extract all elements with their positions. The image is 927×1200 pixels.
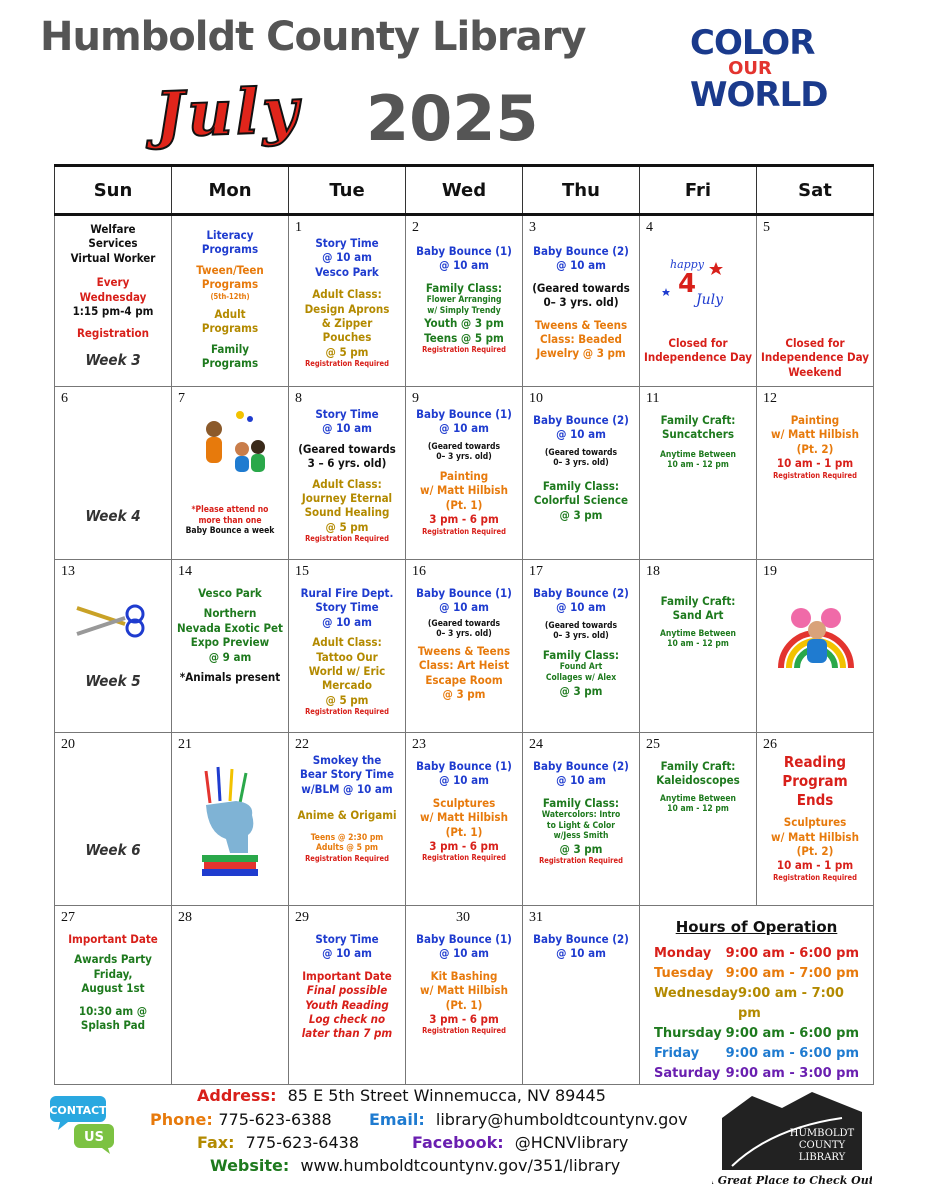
day-cell: 6 Week 4 xyxy=(55,387,172,560)
day-cell: 25 Family Craft: Kaleidoscopes Anytime Between 10 am - 12 pm xyxy=(640,733,757,906)
day-cell: 1 Story Time @ 10 am Vesco Park Adult Class: Design Aprons & Zipper Pouches @ 5 pm Registration Required xyxy=(289,215,406,387)
hours-title: Hours of Operation xyxy=(675,918,838,936)
day-cell: Welfare Services Virtual Worker Every Wednesday 1:15 pm-4 pm Registration Week 3 xyxy=(55,215,172,387)
address-line: Address: 85 E 5th Street Winnemucca, NV 89445 xyxy=(197,1086,606,1105)
svg-text:COUNTY: COUNTY xyxy=(798,1140,846,1151)
hours-row xyxy=(640,1044,873,1064)
day-cell: 3 Baby Bounce (2) @ 10 am (Geared towards 0– 3 yrs. old) Tweens & Teens Class: Beaded Jewelry @ 3 pm xyxy=(523,215,640,387)
day-cell: 31 Baby Bounce (2) @ 10 am xyxy=(523,906,640,1085)
day-cell: 8 Story Time @ 10 am (Geared towards 3 – 6 yrs. old) Adult Class: Journey Eternal Sound Healing @ 5 pm Registration Required xyxy=(289,387,406,560)
contact-us-icon[interactable] xyxy=(48,1094,118,1156)
hours-day: Saturday xyxy=(654,1066,721,1081)
week-row xyxy=(55,906,874,1085)
day-cell: 24 Baby Bounce (2) @ 10 am Family Class: Watercolors: Intro to Light & Color w/Jess Smith @ 3 pm Registration Required xyxy=(523,733,640,906)
svg-text:US: US xyxy=(84,1130,104,1145)
day-cell: 23 Baby Bounce (1) @ 10 am Sculptures w/ Matt Hilbish (Pt. 1) 3 pm - 6 pm Registration Required xyxy=(406,733,523,906)
day-cell: 15 Rural Fire Dept. Story Time @ 10 am Adult Class: Tattoo Our World w/ Eric Mercado @ 5 pm Registration Required xyxy=(289,560,406,733)
weekday-thu: Thu xyxy=(523,166,640,215)
day-cell: 29 Story Time @ 10 am Important Date Final possible Youth Reading Log check no later than 7 pm xyxy=(289,906,406,1085)
day-cell: 30 Baby Bounce (1) @ 10 am Kit Bashing w/ Matt Hilbish (Pt. 1) 3 pm - 6 pm Registration Required xyxy=(406,906,523,1085)
day-cell: 13 Week 5 xyxy=(55,560,172,733)
day-cell: 10 Baby Bounce (2) @ 10 am (Geared towards 0– 3 yrs. old) Family Class: Colorful Science @ 3 pm xyxy=(523,387,640,560)
hours-day: Thursday xyxy=(654,1026,722,1041)
hours-day: Tuesday xyxy=(654,966,714,981)
weekday-mon: Mon xyxy=(172,166,289,215)
weekday-tue: Tue xyxy=(289,166,406,215)
phone-line: Phone: 775-623-6388 xyxy=(150,1110,332,1129)
week-row xyxy=(55,387,874,560)
month-title: July xyxy=(153,73,303,152)
hours-time: 9:00 am - 7:00 pm xyxy=(737,986,844,1021)
svg-text:happy: happy xyxy=(670,258,704,271)
hours-time: 9:00 am - 6:00 pm xyxy=(725,1046,859,1061)
week-row xyxy=(55,560,874,733)
hours-row xyxy=(640,944,873,964)
weekday-wed: Wed xyxy=(406,166,523,215)
website-line[interactable]: Website: www.humboldtcountynv.gov/351/library xyxy=(210,1156,621,1175)
fax-line: Fax: 775-623-6438 xyxy=(197,1133,359,1152)
hours-row xyxy=(640,964,873,984)
hours-row xyxy=(640,984,873,1024)
day-cell: 21 xyxy=(172,733,289,906)
hours-day: Friday xyxy=(654,1046,700,1061)
calendar-grid xyxy=(54,164,874,1085)
weekday-fri: Fri xyxy=(640,166,757,215)
day-cell: 16 Baby Bounce (1) @ 10 am (Geared towards 0– 3 yrs. old) Tweens & Teens Class: Art Heist Escape Room @ 3 pm xyxy=(406,560,523,733)
day-cell: 18 Family Craft: Sand Art Anytime Between 10 am - 12 pm xyxy=(640,560,757,733)
day-cell: 26 Reading Program Ends Sculptures w/ Matt Hilbish (Pt. 2) 10 am - 1 pm Registration Required xyxy=(757,733,874,906)
page-title: Humboldt County Library xyxy=(40,14,586,60)
humboldt-county-library-logo xyxy=(712,1088,872,1188)
reading-child-illustration xyxy=(771,598,861,688)
day-cell: 28 xyxy=(172,906,289,1085)
day-cell: 14 Vesco Park Northern Nevada Exotic Pet Expo Preview @ 9 am *Animals present xyxy=(172,560,289,733)
week-row xyxy=(55,733,874,906)
hours-time: 9:00 am - 6:00 pm xyxy=(725,1026,859,1041)
weekday-header-row xyxy=(55,166,874,215)
day-cell: 22 Smokey the Bear Story Time w/BLM @ 10 am Anime & Origami Teens @ 2:30 pm Adults @ 5 pm Registration Required xyxy=(289,733,406,906)
day-cell: 27 Important Date Awards Party Friday, August 1st 10:30 am @ Splash Pad xyxy=(55,906,172,1085)
day-cell: 2 Baby Bounce (1) @ 10 am Family Class: Flower Arranging w/ Simply Trendy Youth @ 3 pm Teens @ 5 pm Registration Required xyxy=(406,215,523,387)
color-our-world-logo: COLOR OUR WORLD xyxy=(690,23,828,115)
day-cell: Literacy Programs Tween/Teen Programs (5th-12th) Adult Programs Family Programs xyxy=(172,215,289,387)
day-cell: 5 Closed for Independence Day Weekend xyxy=(757,215,874,387)
weekday-sat: Sat xyxy=(757,166,874,215)
day-cell: 4 happy 4 July Closed for Independence Day xyxy=(640,215,757,387)
day-cell: 9 Baby Bounce (1) @ 10 am (Geared towards 0– 3 yrs. old) Painting w/ Matt Hilbish (Pt. 1) 3 pm - 6 pm Registration Required xyxy=(406,387,523,560)
hours-time: 9:00 am - 3:00 pm xyxy=(725,1066,859,1081)
weekday-sun: Sun xyxy=(55,166,172,215)
day-cell: 11 Family Craft: Suncatchers Anytime Between 10 am - 12 pm xyxy=(640,387,757,560)
hours-day: Wednesday xyxy=(654,986,738,1001)
svg-text:LIBRARY: LIBRARY xyxy=(798,1152,846,1163)
svg-text:HUMBOLDT: HUMBOLDT xyxy=(789,1128,855,1139)
story-time-illustration xyxy=(192,407,272,487)
svg-text:4: 4 xyxy=(678,269,697,299)
day-cell: 20 Week 6 xyxy=(55,733,172,906)
fourth-of-july-illustration xyxy=(660,252,730,312)
svg-text:CONTACT: CONTACT xyxy=(49,1104,107,1117)
hours-row xyxy=(640,1024,873,1044)
email-line[interactable]: Email: library@humboldtcountynv.gov xyxy=(369,1110,688,1129)
scissors-illustration xyxy=(73,600,153,640)
svg-text:July: July xyxy=(696,292,724,308)
day-cell: 7 *Please attend no more than one Baby Bounce a week xyxy=(172,387,289,560)
week-row xyxy=(55,215,874,387)
day-cell: 17 Baby Bounce (2) @ 10 am (Geared towards 0– 3 yrs. old) Family Class: Found Art Collages w/ Alex @ 3 pm xyxy=(523,560,640,733)
year-title: 2025 xyxy=(366,82,539,155)
day-cell: 12 Painting w/ Matt Hilbish (Pt. 2) 10 am - 1 pm Registration Required xyxy=(757,387,874,560)
hours-time: 9:00 am - 7:00 pm xyxy=(725,966,859,981)
facebook-line[interactable]: Facebook: @HCNVlibrary xyxy=(412,1133,629,1152)
hours-of-operation xyxy=(640,906,874,1085)
hours-time: 9:00 am - 6:00 pm xyxy=(725,946,859,961)
day-cell: 19 xyxy=(757,560,874,733)
hours-day: Monday xyxy=(654,946,712,961)
creative-head-illustration xyxy=(196,763,266,883)
hours-row xyxy=(640,1064,873,1084)
svg-text:A Great Place to Check Out!: A Great Place to Check Out! xyxy=(712,1174,872,1187)
